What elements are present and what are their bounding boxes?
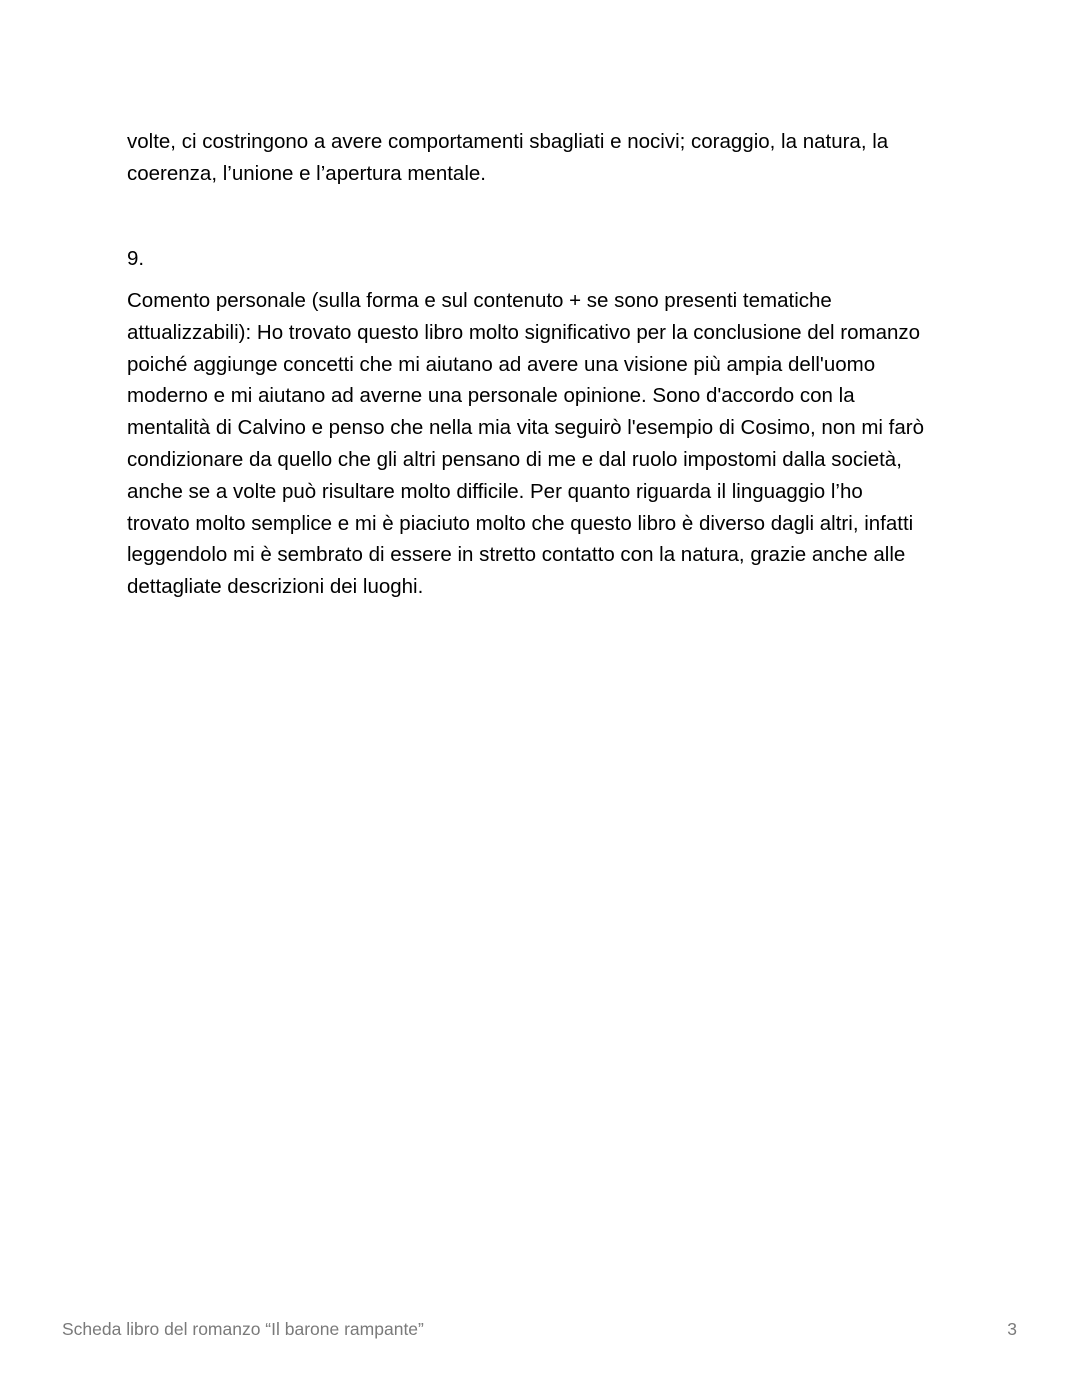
- section-number: 9.: [127, 247, 145, 270]
- footer-page-number: 3: [1007, 1319, 1017, 1339]
- footer-document-title: Scheda libro del romanzo “Il barone rampante”: [62, 1319, 424, 1339]
- continuation-paragraph: volte, ci costringono a avere comportamenti sbagliati e nocivi; coraggio, la natura, la coerenza, l’unione e l’apertura mentale.: [127, 130, 889, 185]
- personal-comment-paragraph: Comento personale (sulla forma e sul contenuto + se sono presenti tematiche attualizzabili): Ho trovato questo libro molto significativo per la conclusione del romanzo poiché aggiunge concetti che mi aiutano ad avere una visione più ampia dell'uomo moderno e mi aiutano ad averne una personale opinione. Sono d'accordo con la mentalità di Calvino e penso che nella mia vita seguirò l'esempio di Cosimo, non mi farò condizionare da quello che gli altri pensano di me e dal ruolo impostomi dalla società, anche se a volte può risultare molto difficile. Per quanto riguarda il linguaggio l’ho trovato molto semplice e mi è piaciuto molto che questo libro è diverso dagli altri, infatti leggendolo mi è sembrato di essere in stretto contatto con la natura, grazie anche alle dettagliate descrizioni dei luoghi.: [127, 289, 924, 599]
